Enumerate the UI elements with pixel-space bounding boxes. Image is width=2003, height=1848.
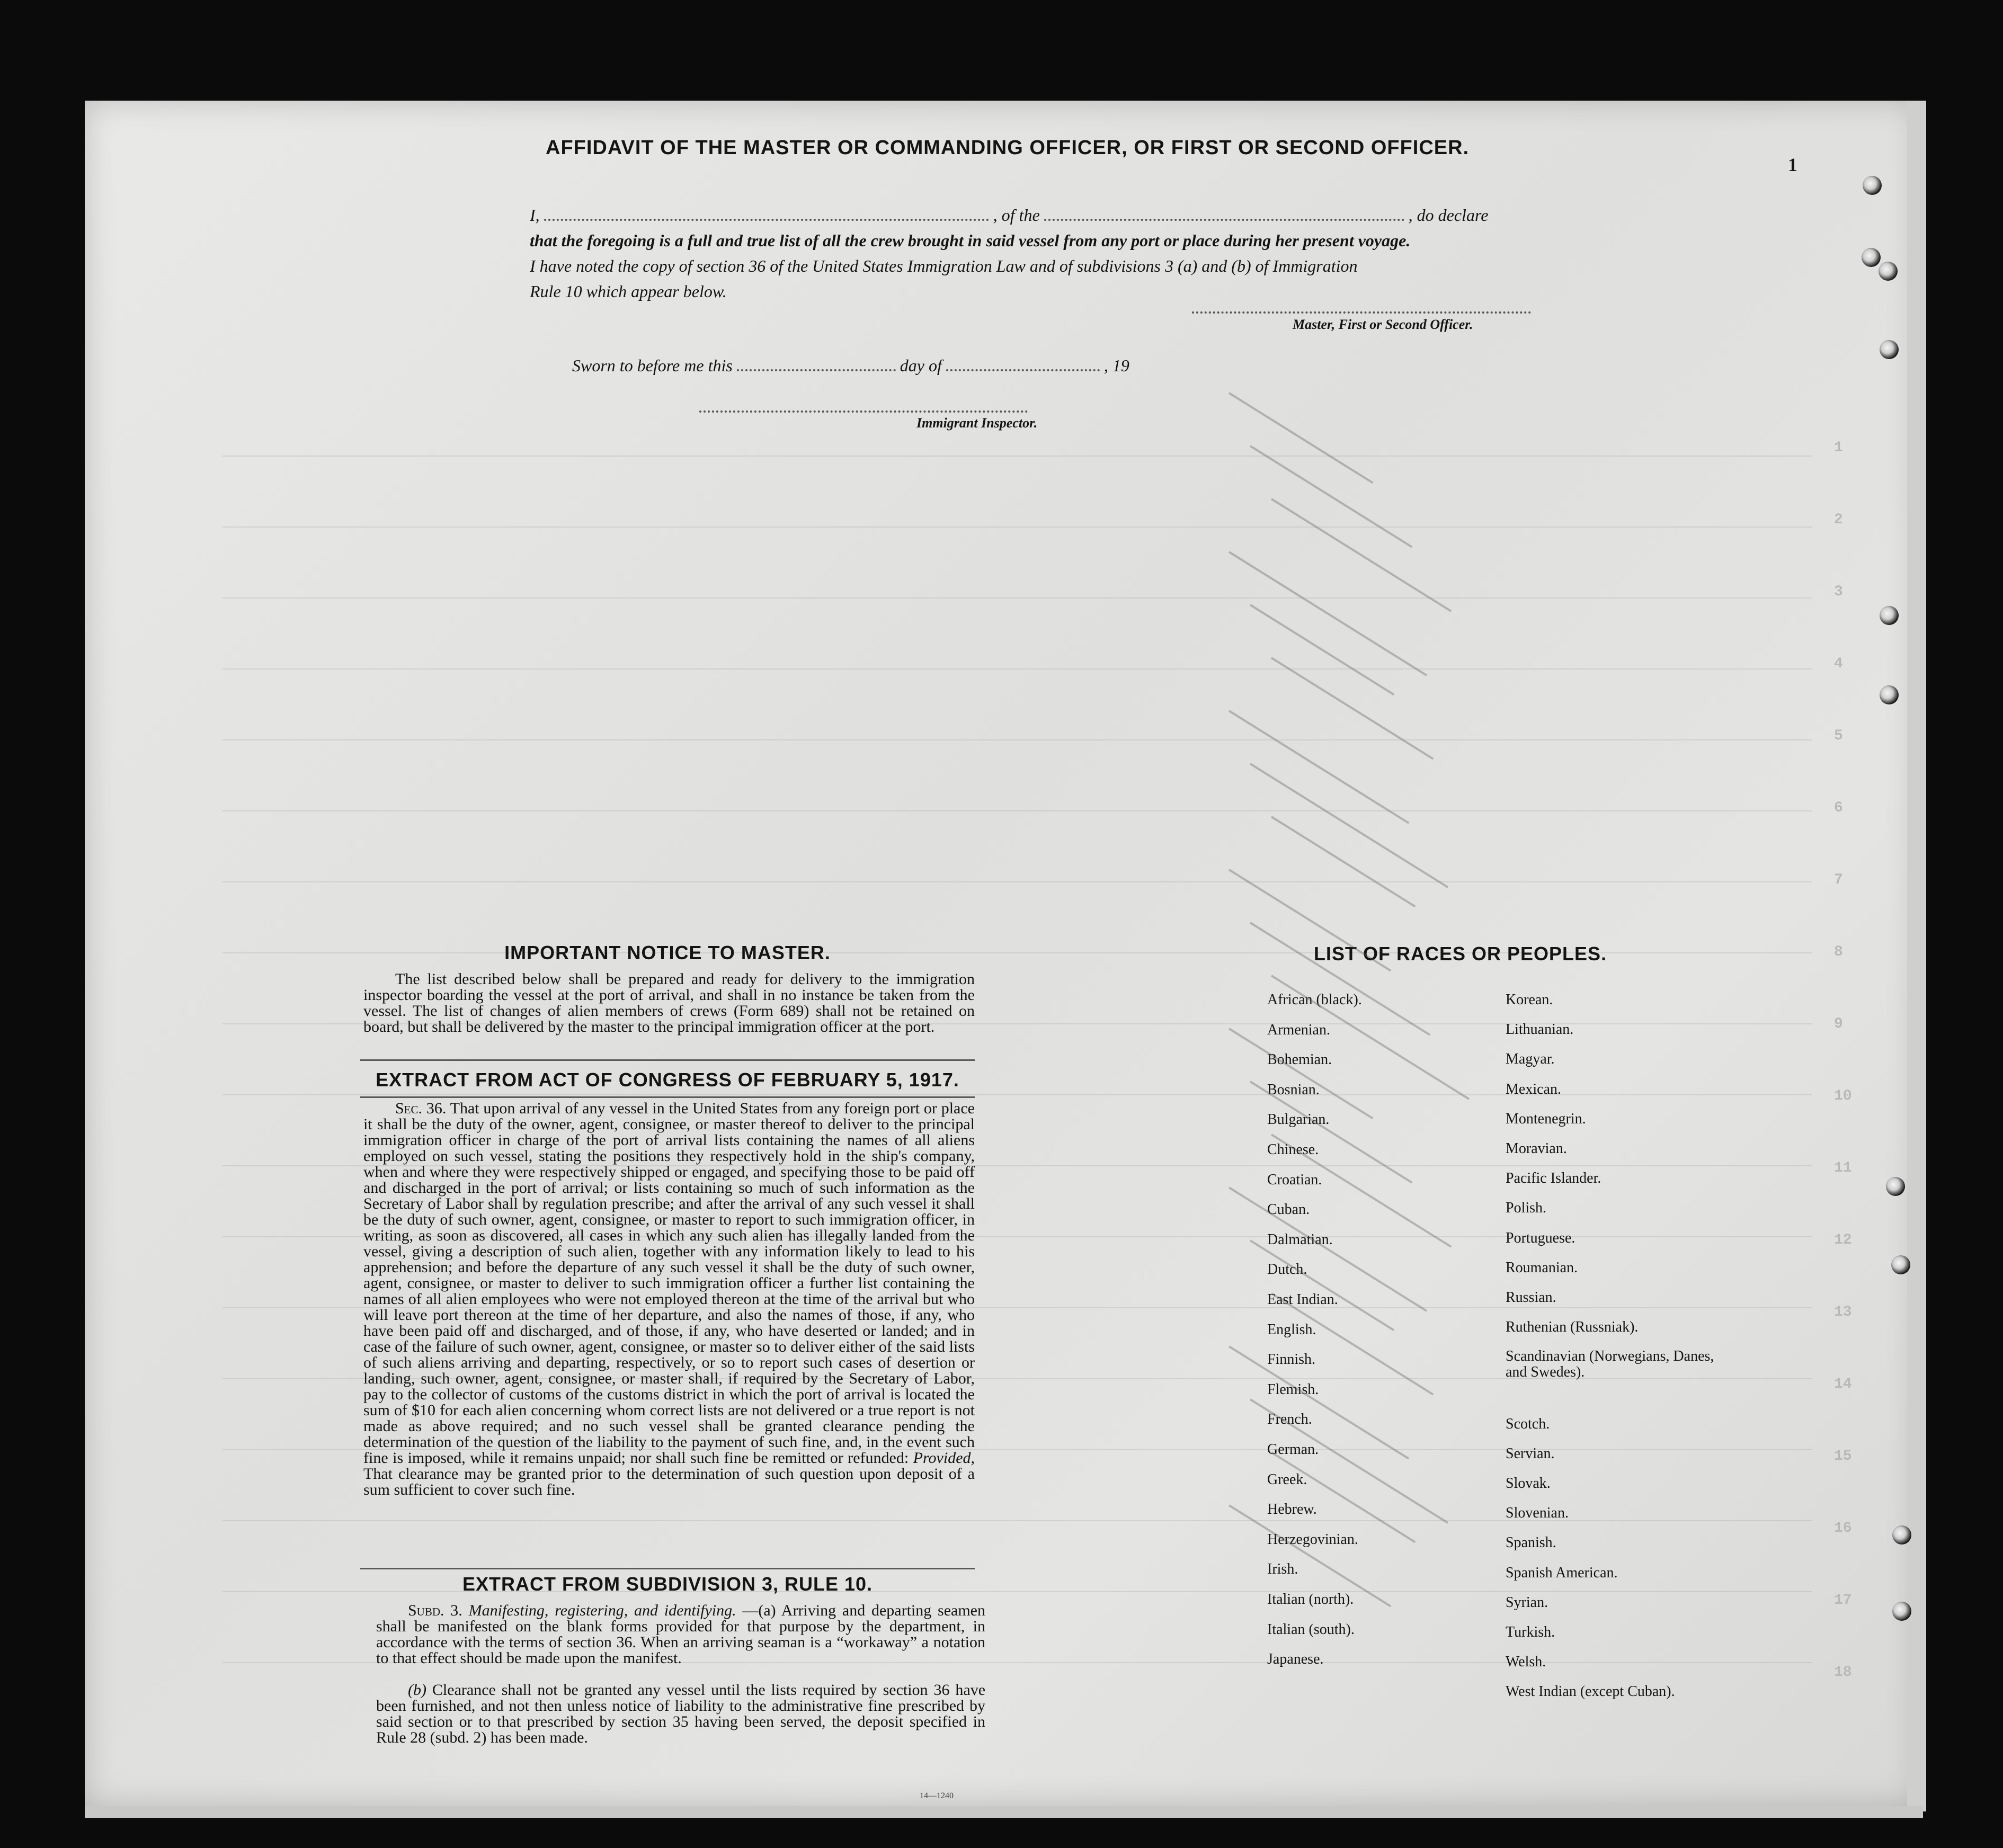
margin-number: 9	[1834, 1016, 1843, 1032]
race-item: Japanese.	[1267, 1651, 1324, 1668]
binder-hole	[1886, 1177, 1905, 1196]
race-item: Herzegovinian.	[1267, 1531, 1358, 1548]
margin-number: 6	[1834, 800, 1843, 816]
race-item: Flemish.	[1267, 1381, 1319, 1398]
race-item: Turkish.	[1506, 1624, 1555, 1640]
bleed-row	[222, 456, 1812, 457]
race-item: Servian.	[1506, 1445, 1555, 1462]
notice-rule	[360, 1059, 975, 1061]
race-item: Armenian.	[1267, 1021, 1330, 1038]
margin-number: 1	[1834, 440, 1843, 456]
race-item: East Indian.	[1267, 1291, 1338, 1308]
act-extract-body	[363, 1101, 975, 1498]
race-item: Portuguese.	[1506, 1229, 1575, 1246]
race-item: English.	[1267, 1321, 1316, 1338]
race-item: Chinese.	[1267, 1141, 1319, 1158]
race-item: Magyar.	[1506, 1051, 1555, 1068]
margin-number: 11	[1834, 1160, 1852, 1176]
binder-hole	[1863, 176, 1882, 195]
race-item: Irish.	[1267, 1561, 1298, 1578]
margin-number: 13	[1834, 1304, 1852, 1320]
margin-number: 8	[1834, 944, 1843, 960]
subd-title: Manifesting, registering, and identifying.	[468, 1602, 736, 1619]
race-item: Finnish.	[1267, 1351, 1316, 1368]
binder-hole	[1891, 1255, 1910, 1274]
race-item: Lithuanian.	[1506, 1021, 1574, 1038]
margin-number: 16	[1834, 1520, 1852, 1537]
margin-number: 18	[1834, 1664, 1852, 1681]
race-item: Bulgarian.	[1267, 1111, 1330, 1128]
sec-label: Sec. 36.	[395, 1100, 447, 1117]
binder-hole	[1892, 1602, 1911, 1621]
race-item: Moravian.	[1506, 1140, 1567, 1157]
race-item: West Indian (except Cuban).	[1506, 1683, 1675, 1700]
rule-extract-b	[376, 1682, 985, 1746]
bleed-row	[222, 810, 1812, 811]
race-item: Italian (north).	[1267, 1591, 1354, 1608]
race-item: African (black).	[1267, 992, 1362, 1008]
inspector-label: Immigrant Inspector.	[916, 415, 1038, 431]
sworn-month-field[interactable]	[946, 369, 1100, 371]
race-item: Slovenian.	[1506, 1505, 1569, 1522]
vessel-field[interactable]	[1044, 219, 1404, 221]
do-declare-text: , do declare	[1408, 206, 1489, 225]
race-item: Slovak.	[1506, 1475, 1551, 1492]
race-item: Spanish.	[1506, 1534, 1556, 1551]
race-item: Cuban.	[1267, 1201, 1310, 1218]
year-text: , 19	[1103, 356, 1129, 375]
provided-word: Provided,	[913, 1449, 975, 1467]
sworn-line	[572, 356, 1129, 376]
binder-hole	[1880, 685, 1899, 704]
margin-number: 3	[1834, 584, 1843, 600]
race-item: Montenegrin.	[1506, 1110, 1586, 1127]
inspector-signature-field[interactable]	[699, 410, 1028, 413]
bleed-row	[222, 597, 1812, 599]
race-item: Bohemian.	[1267, 1051, 1332, 1068]
affidavit-line4: Rule 10 which appear below.	[530, 282, 727, 301]
affidavit-line3: I have noted the copy of section 36 of the United States Immigration Law and of subdivisions 3 (a) and (b) of Immigration	[530, 256, 1358, 275]
binder-hole	[1862, 248, 1881, 267]
notice-title: IMPORTANT NOTICE TO MASTER.	[504, 942, 831, 963]
race-item: Croatian.	[1267, 1171, 1322, 1188]
affidavit-line1	[530, 206, 1520, 225]
binder-hole	[1879, 262, 1898, 281]
race-item: Russian.	[1506, 1289, 1556, 1306]
margin-number: 15	[1834, 1448, 1852, 1465]
race-item: Spanish American.	[1506, 1564, 1618, 1581]
subd-b-text: Clearance shall not be granted any vessel until the lists required by section 36 have been furnished, and not then unless notice of liability to the administrative fine prescribed by said section or to that prescribed by section 35 having been served, the deposit specified in Rule 28 (subd. 2) has been made.	[376, 1681, 986, 1746]
margin-number: 10	[1834, 1088, 1852, 1104]
sec-body: That upon arrival of any vessel in the United States from any foreign port or place it shall be the duty of the owner, agent, consignee, or master thereof to deliver to the principal immigration officer in charge of the port of arrival lists containing the names of all aliens employed on such vessel, stating the positions they respectively hold in the ship's company, when and where they were respectively shipped or engaged, and specifying those to be paid off and discharged in the port of arrival; or lists containing so much of such information as the Secretary of Labor shall by regulation prescribe; and after the arrival of any such vessel it shall be the duty of such owner, agent, consignee, or master to report to such immigration officer, in writing, as soon as discovered, all cases in which any such alien has illegally landed from the vessel, giving a description of such alien, together with any information likely to lead to his apprehension; and before the departure of any such vessel it shall be the duty of such owner, agent, consignee, or master to deliver to such immigration officer a further list containing the names of all alien employees who were not employed thereon at the time of the arrival but who will leave port thereon at the time of her departure, and also the names of those, if any, who have been paid off and discharged, and of those, if any, who have deserted or landed; and in case of the failure of such owner, agent, consignee, or master so to deliver either of the said lists of such aliens arriving and departing, respectively, or so to report such cases of desertion or landing, such owner, agent, consignee, or master shall, if required by the Secretary of Labor, pay to the collector of customs of the customs district in which the port of arrival is located the sum of $10 for each alien concerning whom correct lists are not delivered or a true report is not made as above required; and no such vessel shall be granted clearance pending the determination of the question of the liability to the payment of such fine, and, in the event such fine is imposed, while it remains unpaid; nor shall such fine be remitted or refunded:	[363, 1100, 975, 1467]
affidavit-line2: that the foregoing is a full and true list of all the crew brought in said vessel from any port or place during her present voyage.	[530, 231, 1411, 250]
sworn-day-field[interactable]	[737, 369, 896, 371]
sheet-edge	[1907, 101, 1926, 1811]
race-item: Korean.	[1506, 992, 1553, 1008]
race-item: Dalmatian.	[1267, 1231, 1333, 1248]
sec-body-end: That clearance may be granted prior to the determination of such question upon deposit of a sum sufficient to cover such fine.	[363, 1465, 975, 1498]
race-item: Bosnian.	[1267, 1081, 1320, 1098]
rule-extract-title: EXTRACT FROM SUBDIVISION 3, RULE 10.	[462, 1573, 873, 1595]
act-extract-rule	[360, 1096, 975, 1098]
race-item: Scotch.	[1506, 1415, 1550, 1432]
master-signature-label: Master, First or Second Officer.	[1293, 317, 1473, 332]
races-title: LIST OF RACES OR PEOPLES.	[1314, 943, 1607, 965]
margin-number: 7	[1834, 872, 1843, 888]
margin-number: 14	[1834, 1376, 1852, 1392]
margin-number: 17	[1834, 1592, 1852, 1609]
affidavit-i: I,	[530, 206, 540, 225]
day-of-text: day of	[900, 356, 942, 375]
margin-number: 4	[1834, 656, 1843, 672]
form-number: 14—1240	[920, 1791, 954, 1800]
sworn-text: Sworn to before me this	[572, 356, 733, 375]
name-field[interactable]	[544, 219, 989, 221]
bleed-row	[222, 881, 1812, 882]
race-item: Pacific Islander.	[1506, 1170, 1601, 1187]
bleed-row	[222, 668, 1812, 669]
subd-a-text: —(a) Arriving and departing seamen shall be manifested on the blank forms provided for that purpose by the department, in accordance with the terms of section 36. When an arriving seaman is a “workaway” a notation to that effect should be made upon the manifest.	[376, 1602, 985, 1667]
race-item: Mexican.	[1506, 1081, 1561, 1097]
margin-number: 2	[1834, 512, 1843, 528]
race-item: Italian (south).	[1267, 1621, 1355, 1638]
race-item: Greek.	[1267, 1471, 1307, 1488]
race-item: Ruthenian (Russniak).	[1506, 1319, 1639, 1336]
race-item: Scandinavian (Norwegians, Danes, and Swedes).	[1506, 1348, 1714, 1381]
sheet-bottom-edge	[85, 1806, 1923, 1818]
subd-b-label: (b)	[408, 1681, 426, 1699]
race-item: Hebrew.	[1267, 1501, 1317, 1518]
binder-hole	[1880, 606, 1899, 625]
race-item: Welsh.	[1506, 1654, 1546, 1671]
race-item: Dutch.	[1267, 1261, 1307, 1278]
race-item: Syrian.	[1506, 1594, 1548, 1611]
binder-hole	[1892, 1525, 1911, 1545]
race-item: Roumanian.	[1506, 1259, 1578, 1276]
bleed-row	[222, 526, 1812, 528]
race-item: German.	[1267, 1441, 1319, 1458]
notice-body: The list described below shall be prepared and ready for delivery to the immigration inspector boarding the vessel at the port of arrival, and shall in no instance be taken from the vessel. The list of changes of alien members of crews (Form 689) shall not be retained on board, but shall be delivered by the master to the principal immigration officer at the port.	[363, 970, 975, 1035]
of-the-text: , of the	[993, 206, 1040, 225]
race-item: French.	[1267, 1411, 1312, 1428]
margin-number: 12	[1834, 1232, 1852, 1248]
affidavit-title: AFFIDAVIT OF THE MASTER OR COMMANDING OFFICER, OR FIRST OR SECOND OFFICER.	[546, 137, 1470, 159]
act-extract-title: EXTRACT FROM ACT OF CONGRESS OF FEBRUARY 5, 1917.	[376, 1069, 959, 1091]
binder-hole	[1880, 340, 1899, 359]
race-item: Polish.	[1506, 1200, 1547, 1217]
rule-extract-rule	[360, 1568, 975, 1569]
bleed-row	[222, 739, 1812, 740]
page-number: 1	[1788, 154, 1797, 175]
master-signature-field[interactable]	[1192, 311, 1531, 314]
rule-extract-a	[376, 1603, 985, 1666]
subd-label: Subd. 3.	[408, 1602, 462, 1619]
margin-number: 5	[1834, 728, 1843, 744]
